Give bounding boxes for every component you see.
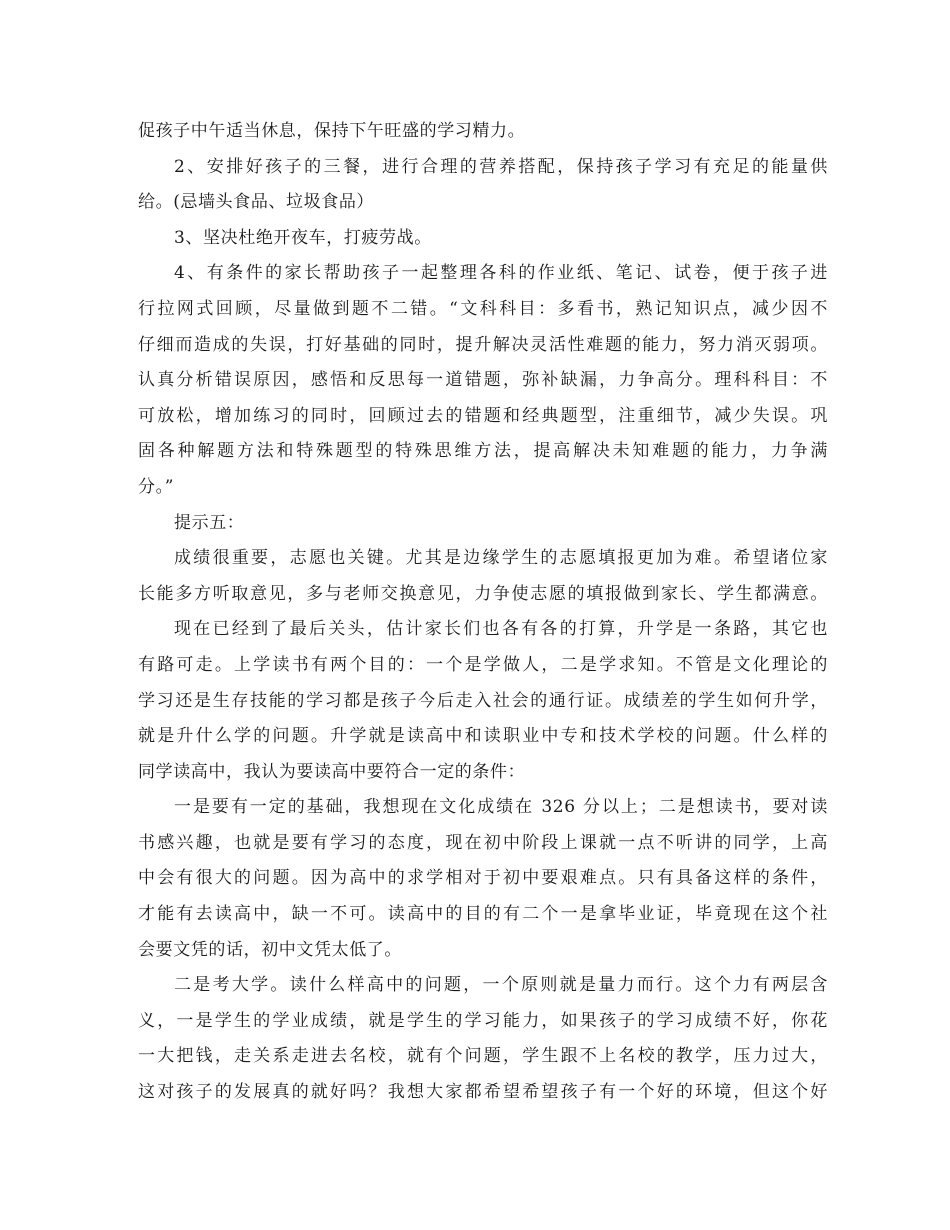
text-line: 现在已经到了最后关头，估计家长们也各有各的打算，升学是一条路，其它也 [174,619,828,640]
text-line: 分。” [138,476,174,497]
text-line: 认真分析错误原因，感悟和反思每一道错题，弥补缺漏，力争高分。理科科目：不 [138,370,828,391]
text-line: 义，一是学生的学业成绩，就是学生的学习能力，如果孩子的学习成绩不好，你花 [138,1010,828,1031]
text-line: 才能有去读高中，缺一不可。读高中的目的有二个一是拿毕业证，毕竟现在这个社 [138,904,828,925]
text-line: 长能多方听取意见，多与老师交换意见，力争使志愿的填报做到家长、学生都满意。 [138,583,828,604]
text-line: 有路可走。上学读书有两个目的：一个是学做人，二是学求知。不管是文化理论的 [138,654,828,675]
text-line: 固各种解题方法和特殊题型的特殊思维方法，提高解决未知难题的能力，力争满 [138,441,828,462]
text-line: 就是升什么学的问题。升学就是读高中和读职业中专和技术学校的问题。什么样的 [138,726,828,747]
text-line: 促孩子中午适当休息，保持下午旺盛的学习精力。 [138,121,526,141]
text-line: 二是考大学。读什么样高中的问题，一个原则就是量力而行。这个力有两层含 [174,975,828,996]
text-line: 学习还是生存技能的学习都是孩子今后走入社会的通行证。成绩差的学生如何升学， [138,690,828,711]
text-line: 行拉网式回顾，尽量做到题不二错。“文科科目：多看书，熟记知识点，减少因不 [138,298,828,319]
text-line: 仔细而造成的失误，打好基础的同时，提升解决灵活性难题的能力，努力消灭弱项。 [138,334,828,355]
text-line: 3、坚决杜绝开夜车，打疲劳战。 [174,227,432,248]
text-line: 2、安排好孩子的三餐，进行合理的营养搭配，保持孩子学习有充足的能量供 [174,156,828,177]
text-line: 4、有条件的家长帮助孩子一起整理各科的作业纸、笔记、试卷，便于孩子进 [174,263,828,284]
text-line: 一是要有一定的基础，我想现在文化成绩在 326 分以上；二是想读书，要对读 [174,797,828,818]
text-line: 书感兴趣，也就是要有学习的态度，现在初中阶段上课就一点不听讲的同学，上高 [138,832,828,853]
text-line: 给。(忌墙头食品、垃圾食品） [138,192,375,213]
text-line: 可放松，增加练习的同时，回顾过去的错题和经典题型，注重细节，减少失误。巩 [138,405,828,426]
text-line: 提示五： [174,512,245,533]
text-line: 成绩很重要，志愿也关键。尤其是边缘学生的志愿填报更加为难。希望诸位家 [174,548,828,569]
text-line: 中会有很大的问题。因为高中的求学相对于初中要艰难点。只有具备这样的条件， [138,868,828,889]
document-body [138,114,828,1111]
text-line: 一大把钱，走关系走进去名校，就有个问题，学生跟不上名校的教学，压力过大， [138,1046,828,1067]
text-line: 这对孩子的发展真的就好吗？我想大家都希望希望孩子有一个好的环境，但这个好 [138,1082,828,1103]
text-line: 同学读高中，我认为要读高中要符合一定的条件： [138,761,526,782]
text-line: 会要文凭的话，初中文凭太低了。 [138,939,402,960]
